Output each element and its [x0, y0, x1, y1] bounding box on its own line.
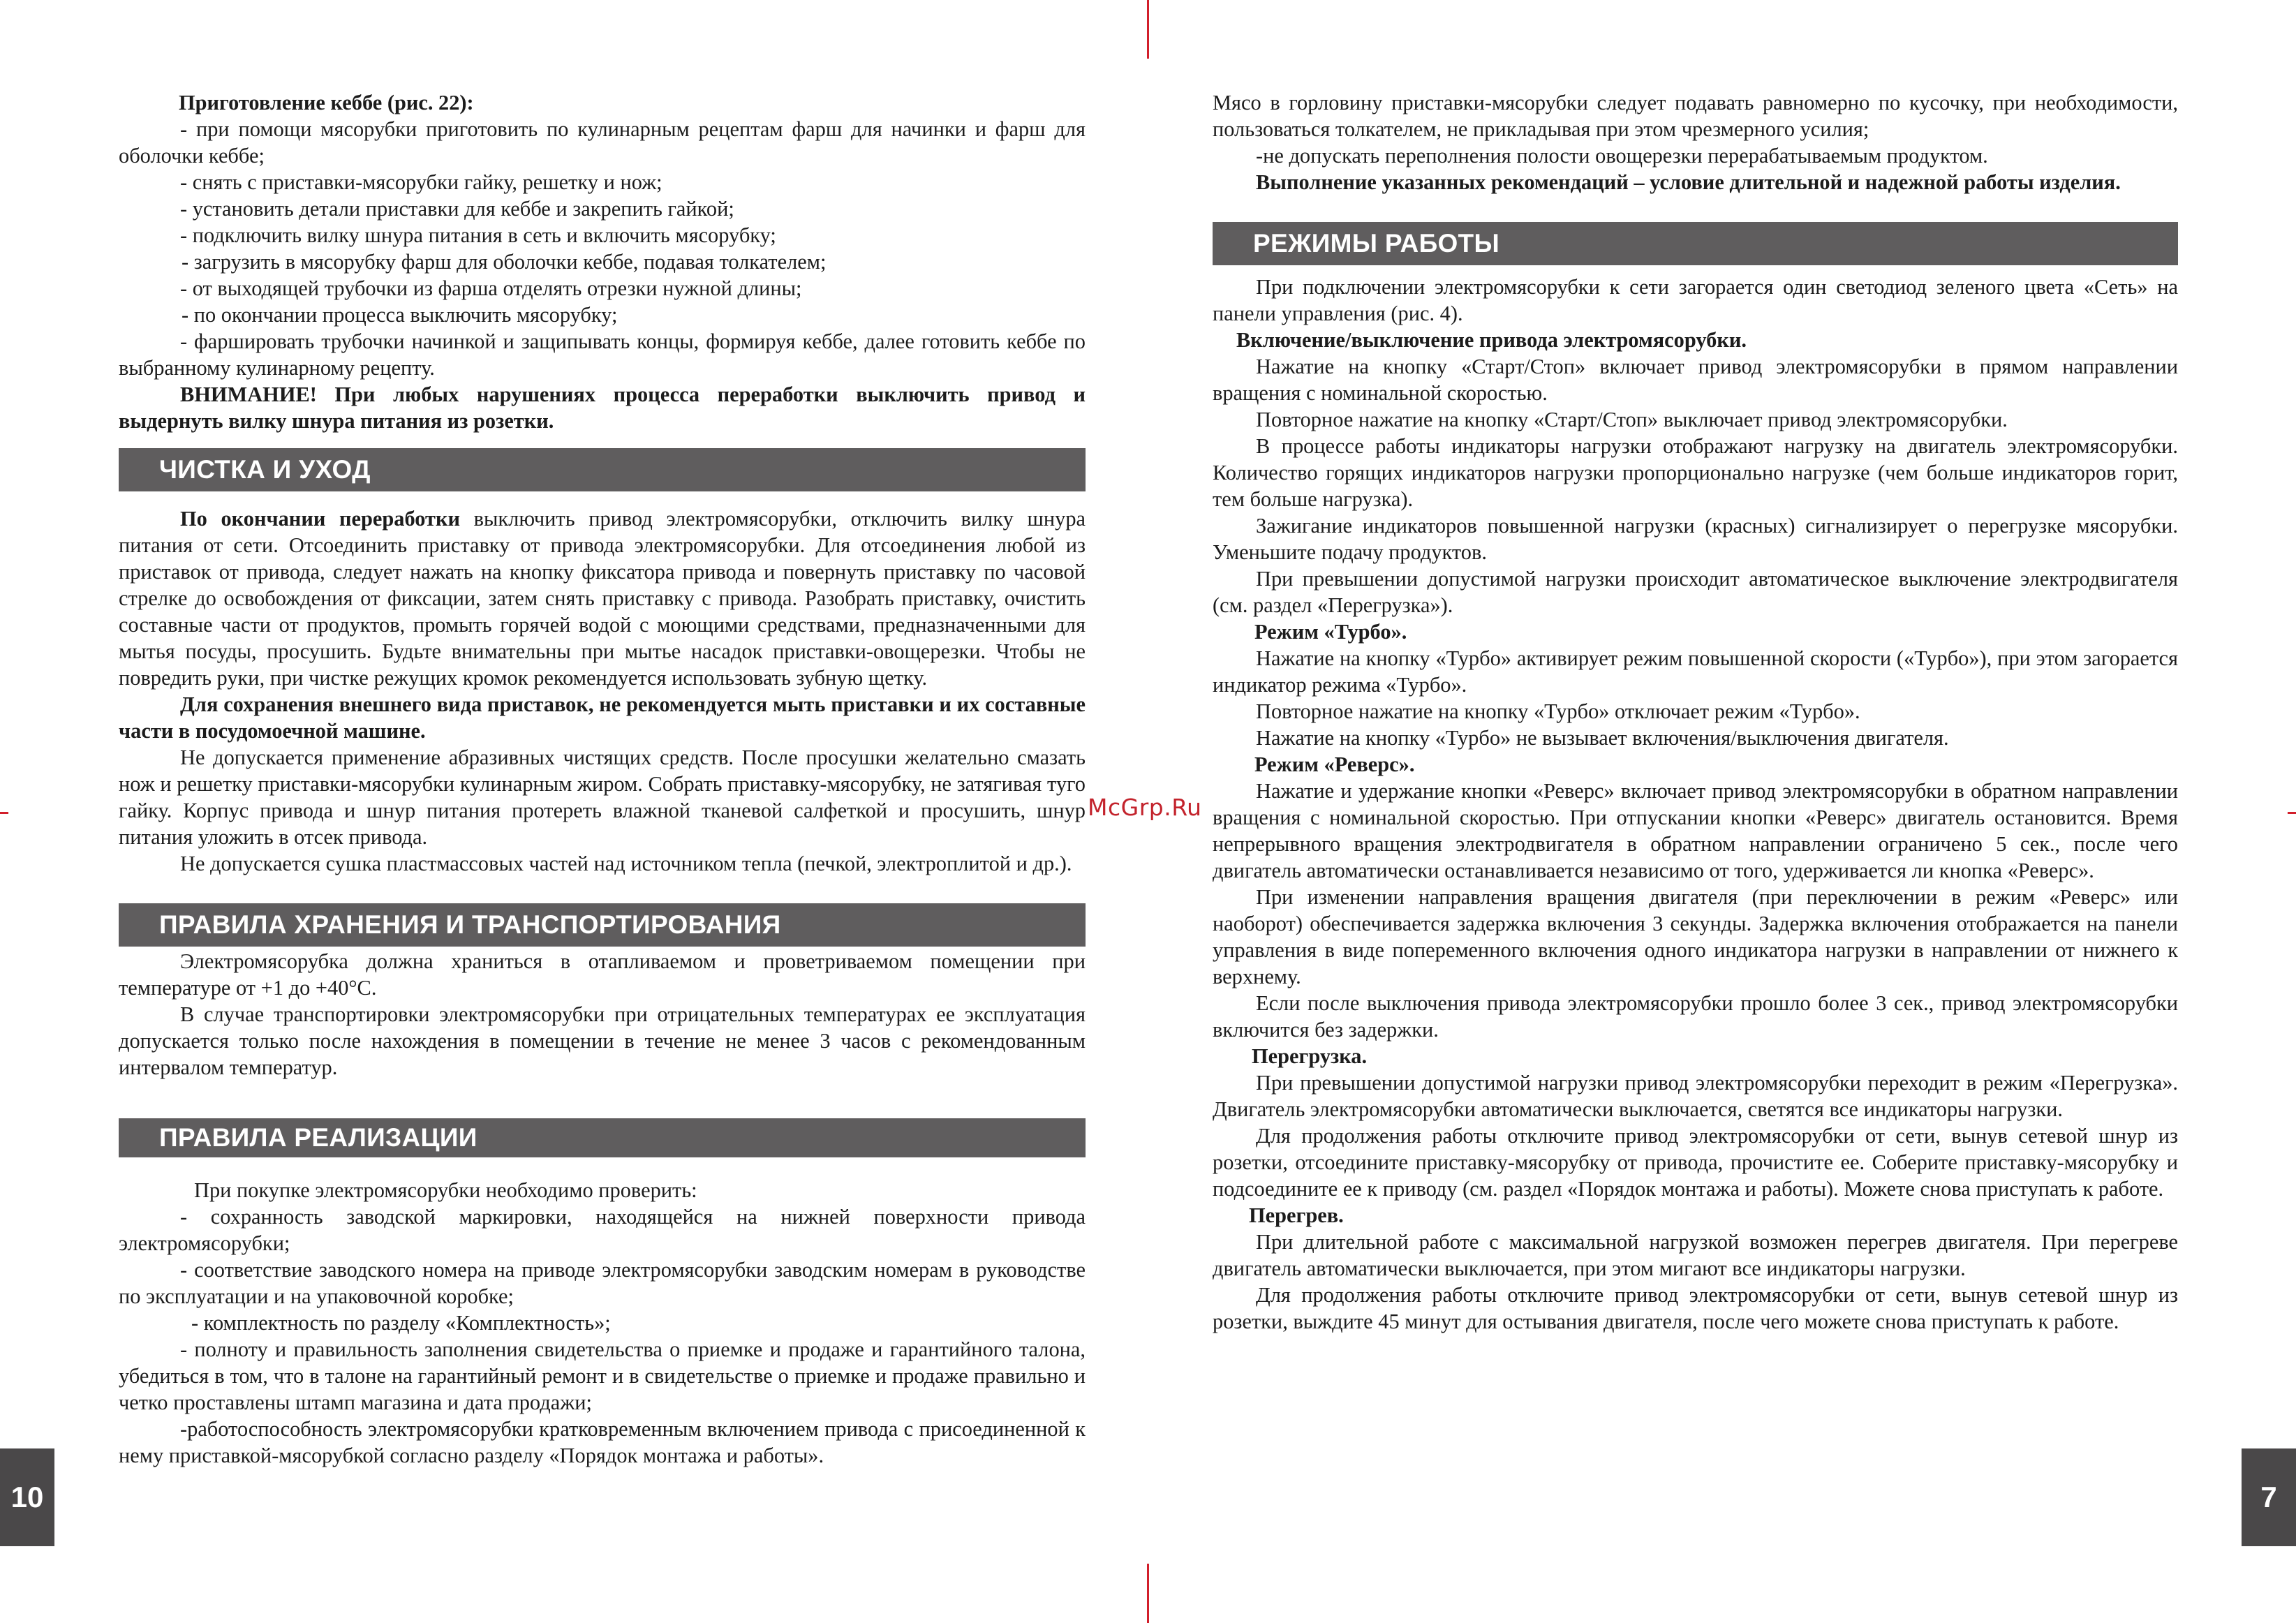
cleaning-paragraph — [119, 505, 1086, 691]
modes-paragraph: Если после выключения привода электромясорубки прошло более 3 сек., привод электромясорубки включится без задержки. — [1213, 991, 2178, 1042]
modes-paragraph: Повторное нажатие на кнопку «Старт/Стоп» выключает привод электромясорубки. — [1256, 408, 2008, 431]
intro-bold-note: Выполнение указанных рекомендаций – условие длительной и надежной работы изделия. — [1256, 170, 2121, 194]
kebbe-warning: ВНИМАНИЕ! При любых нарушениях процесса переработки выключить привод и выдернуть вилку шнура питания из розетки. — [119, 383, 1086, 433]
modes-paragraph: Нажатие на кнопку «Турбо» активирует режим повышенной скорости («Турбо»), при этом загорается индикатор режима «Турбо». — [1213, 646, 2178, 697]
modes-paragraph: При длительной работе с максимальной нагрузкой возможен перегрев двигателя. При перегреве двигатель автоматически выключается, при этом мигают все индикаторы нагрузки. — [1213, 1230, 2178, 1280]
kebbe-step: - установить детали приставки для кеббе и закрепить гайкой; — [180, 197, 734, 221]
modes-paragraph: Нажатие и удержание кнопки «Реверс» включает привод электромясорубки в обратном направлении вращения с номинальной скоростью. При отпускании кнопки «Реверс» двигатель остановится. Время непрерывного вращения электродвигателя в обратном направлении ограничено 5 сек., после чего двигатель автоматически останавливается независимо от того, удерживается ли кнопка «Реверс». — [1213, 779, 2178, 882]
cleaning-heading: ЧИСТКА И УХОД — [119, 448, 1086, 491]
modes-paragraph: Нажатие на кнопку «Старт/Стоп» включает привод электромясорубки в прямом направлении вращения с номинальной скоростью. — [1213, 355, 2178, 405]
modes-paragraph: Для продолжения работы отключите привод электромясорубки от сети, вынув сетевой шнур из розетки, выждите 45 минут для остывания двигателя, после чего можете снова приступать к работе. — [1213, 1283, 2178, 1333]
subheading-reverse: Режим «Реверс». — [1254, 753, 1415, 776]
modes-paragraph: При превышении допустимой нагрузки привод электромясорубки переходит в режим «Перегрузка». Двигатель электромясорубки автоматически выключается, светятся все индикаторы нагрузки. — [1213, 1071, 2178, 1121]
crop-mark-bottom — [1147, 1564, 1149, 1623]
modes-paragraph: Нажатие на кнопку «Турбо» не вызывает включения/выключения двигателя. — [1256, 726, 1949, 750]
modes-paragraph: Зажигание индикаторов повышенной нагрузки (красных) сигнализирует о перегрузке мясорубки. Уменьшите подачу продуктов. — [1213, 514, 2178, 564]
subheading-overheat: Перегрев. — [1249, 1203, 1344, 1227]
kebbe-step: - фаршировать трубочки начинкой и защипывать концы, формируя кеббе, далее готовить кеббе по выбранному кулинарному рецепту. — [119, 329, 1086, 380]
cleaning-abrasive-note: Не допускается применение абразивных чистящих средств. После просушки желательно смазать нож и решетку приставки-мясорубки кулинарным жиром. Собрать приставку-мясорубку, не затягивая туго гайку. Корпус привода и шнур питания протереть влажной тканевой салфеткой и просушить, шнур питания уложить в отсек привода. — [119, 746, 1086, 849]
kebbe-step: - загрузить в мясорубку фарш для оболочки кеббе, подавая толкателем; — [182, 250, 827, 274]
storage-heading: ПРАВИЛА ХРАНЕНИЯ И ТРАНСПОРТИРОВАНИЯ — [119, 903, 1086, 947]
subheading-overload: Перегрузка. — [1252, 1044, 1368, 1068]
sale-item: - соответствие заводского номера на приводе электромясорубки заводским номерам в руководстве по эксплуатации и на упаковочной коробке; — [119, 1258, 1086, 1308]
page-number-right: 7 — [2242, 1448, 2296, 1546]
crop-mark-top — [1147, 0, 1149, 59]
kebbe-step: - по окончании процесса выключить мясорубку; — [182, 303, 618, 327]
right-page — [1213, 89, 2178, 1335]
page-number-left: 10 — [0, 1448, 54, 1546]
kebbe-step: - снять с приставки-мясорубки гайку, решетку и нож; — [180, 170, 662, 194]
modes-paragraph: В процессе работы индикаторы нагрузки отображают нагрузку на двигатель электромясорубки. Количество горящих индикаторов нагрузки пропорционально нагрузке (чем больше индикаторов горит, тем больше нагрузка). — [1213, 434, 2178, 511]
cleaning-lead: По окончании переработки — [180, 507, 460, 531]
kebbe-step: - подключить вилку шнура питания в сеть и включить мясорубку; — [180, 223, 776, 247]
sale-item: - полноту и правильность заполнения свидетельства о приемке и продаже и гарантийного талона, убедиться в том, что в талоне на гарантийный ремонт и в свидетельстве о приемке и продаже правильно и четко проставлены штамп магазина и дата продажи; — [119, 1337, 1086, 1414]
sale-item: - сохранность заводской маркировки, находящейся на нижней поверхности привода электромясорубки; — [119, 1205, 1086, 1255]
kebbe-step: - при помощи мясорубки приготовить по кулинарным рецептам фарш для начинки и фарш для оболочки кеббе; — [119, 117, 1086, 168]
intro-paragraph: -не допускать переполнения полости овощерезки перерабатываемым продуктом. — [1256, 144, 1988, 168]
intro-paragraph: Мясо в горловину приставки-мясорубки следует подавать равномерно по кусочку, при необходимости, пользоваться толкателем, не прикладывая при этом чрезмерного усилия; — [1213, 91, 2178, 141]
cleaning-text: выключить привод электромясорубки, отключить вилку шнура питания от сети. Отсоединить приставку от привода электромясорубки. Для отсоединения любой из приставок от привода, следует нажать на кнопку фиксатора привода и повернуть приставку по часовой стрелке до освобождения от фиксации, затем снять приставку с привода. Разобрать приставку, очистить составные части от продуктов, промыть горячей водой с моющими средствами, предназначенными для мытья посуды, просушить. Будьте внимательны при мытье насадок приставки-овощерезки. Чтобы не повредить руки, при чистке режущих кромок рекомендуется использовать зубную щетку. — [119, 507, 1086, 690]
cleaning-dishwasher-note: Для сохранения внешнего вида приставок, не рекомендуется мыть приставки и их составные части в посудомоечной машине. — [119, 692, 1086, 743]
subheading-onoff: Включение/выключение привода электромясорубки. — [1236, 328, 1747, 352]
left-page — [119, 89, 1086, 1469]
subheading-turbo: Режим «Турбо». — [1254, 620, 1407, 644]
kebbe-step: - от выходящей трубочки из фарша отделять отрезки нужной длины; — [180, 276, 802, 300]
watermark-text: McGrp.Ru — [1088, 794, 1202, 821]
sale-item: -работоспособность электромясорубки кратковременным включением привода с присоединенной к нему приставкой-мясорубкой согласно разделу «Порядок монтажа и работы». — [119, 1417, 1086, 1467]
sale-item: - комплектность по разделу «Комплектность»; — [191, 1311, 611, 1335]
storage-paragraph: В случае транспортировки электромясорубки при отрицательных температурах ее эксплуатация допускается только после нахождения в помещении в течение не менее 3 часов с рекомендованным интервалом температур. — [119, 1002, 1086, 1079]
sale-heading: ПРАВИЛА РЕАЛИЗАЦИИ — [119, 1118, 1086, 1157]
modes-paragraph: При изменении направления вращения двигателя (при переключении в режим «Реверс» или наоборот) обеспечивается задержка включения 3 секунды. Задержка включения отображается на панели управления в виде попеременного включения одного индикатора нагрузки в направлении от нижнего к верхнему. — [1213, 885, 2178, 988]
modes-paragraph: Для продолжения работы отключите привод электромясорубки от сети, вынув сетевой шнур из розетки, отсоедините приставку-мясорубку от привода, прочистите ее. Соберите приставку-мясорубку и подсоедините ее к приводу (см. раздел «Порядок монтажа и работы). Можете снова приступать к работе. — [1213, 1124, 2178, 1201]
sale-intro: При покупке электромясорубки необходимо проверить: — [194, 1178, 697, 1202]
kebbe-title: Приготовление кеббе (рис. 22): — [179, 91, 474, 114]
crop-mark-left — [0, 812, 8, 814]
cleaning-drying-note: Не допускается сушка пластмассовых частей над источником тепла (печкой, электроплитой и др.). — [180, 852, 1072, 875]
modes-paragraph: При подключении электромясорубки к сети загорается один светодиод зеленого цвета «Сеть» на панели управления (рис. 4). — [1213, 275, 2178, 325]
modes-heading: РЕЖИМЫ РАБОТЫ — [1213, 222, 2178, 265]
crop-mark-right — [2288, 812, 2296, 814]
storage-paragraph: Электромясорубка должна храниться в отапливаемом и проветриваемом помещении при температуре от +1 до +40°С. — [119, 949, 1086, 1000]
modes-paragraph: При превышении допустимой нагрузки происходит автоматическое выключение электродвигателя (см. раздел «Перегрузка»). — [1213, 567, 2178, 617]
modes-paragraph: Повторное нажатие на кнопку «Турбо» отключает режим «Турбо». — [1256, 699, 1860, 723]
